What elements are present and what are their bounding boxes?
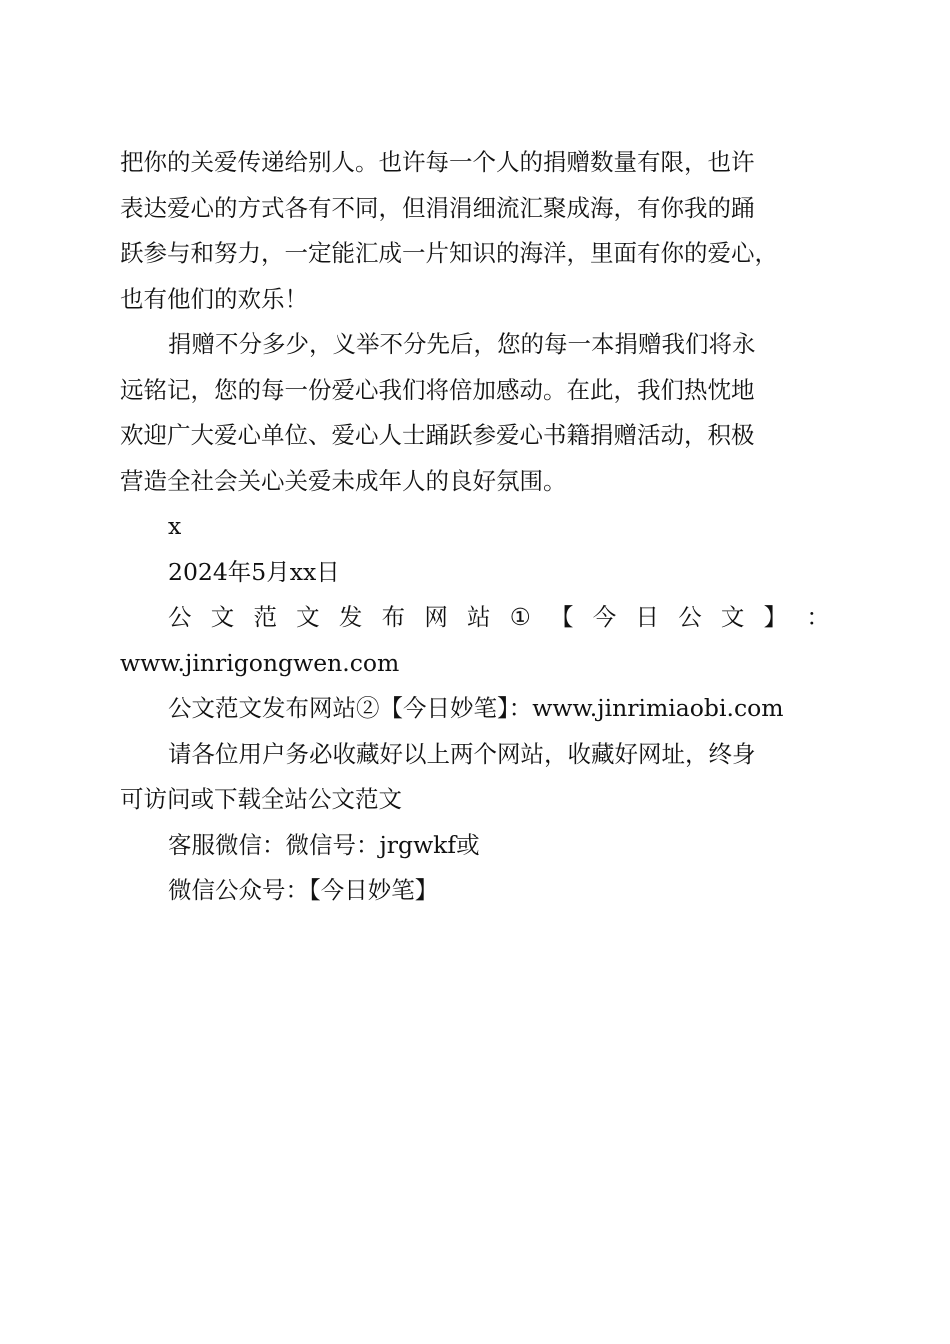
site1-char: 文: [296, 603, 320, 631]
site1-char: 网: [424, 603, 448, 631]
site1-char: 】: [763, 603, 788, 631]
date-line: 2024年5月xx日: [168, 557, 340, 586]
paragraph1-line-3: 跃参与和努力，一定能汇成一片知识的海洋，里面有你的爱心，: [120, 239, 778, 267]
site1-char: 日: [635, 603, 659, 631]
notice-line-1: 请各位用户务必收藏好以上两个网站，收藏好网址，终身: [168, 739, 756, 768]
paragraph2-line-1: 捐赠不分多少，义举不分先后，您的每一本捐赠我们将永: [168, 330, 756, 358]
site1-char: 【: [550, 603, 574, 631]
document-body: [120, 140, 830, 914]
service-wechat-line: 客服微信：微信号：jrgwkf或: [168, 830, 480, 859]
paragraph2-line-4: 营造全社会关心关爱未成年人的良好氛围。: [120, 466, 567, 495]
site1-char: 范: [253, 603, 277, 631]
site1-url: www.jinrigongwen.com: [120, 648, 400, 677]
notice-line-2: 可访问或下载全站公文范文: [120, 785, 402, 813]
paragraph2-line-2: 远铭记，您的每一份爱心我们将倍加感动。在此，我们热忱地: [120, 375, 755, 404]
signature: x: [168, 512, 182, 540]
site1-char: 公: [168, 603, 192, 631]
site1-char: 文: [210, 603, 235, 631]
paragraph1-line-1: 把你的关爱传递给别人。也许每一个人的捐赠数量有限，也许: [120, 148, 755, 176]
site1-char: 今: [592, 603, 617, 631]
paragraph1-line-4: 也有他们的欢乐！: [120, 284, 308, 313]
site1-char: ：: [806, 603, 830, 631]
site1-char: 发: [338, 603, 363, 631]
site1-char: 公: [678, 603, 702, 631]
site1-char: 布: [381, 603, 406, 631]
site1-char: 文: [720, 603, 745, 631]
official-account-line: 微信公众号：【今日妙笔】: [168, 876, 439, 904]
site2-line: 公文范文发布网站②【今日妙笔】：www.jinrimiaobi.com: [168, 694, 784, 722]
site1-char: ①: [509, 603, 531, 631]
paragraph2-line-3: 欢迎广大爱心单位、爱心人士踊跃参爱心书籍捐赠活动，积极: [120, 421, 755, 449]
paragraph1-line-2: 表达爱心的方式各有不同，但涓涓细流汇聚成海，有你我的踊: [120, 193, 755, 222]
site1-label: [120, 595, 830, 641]
site1-char: 站: [467, 603, 491, 631]
